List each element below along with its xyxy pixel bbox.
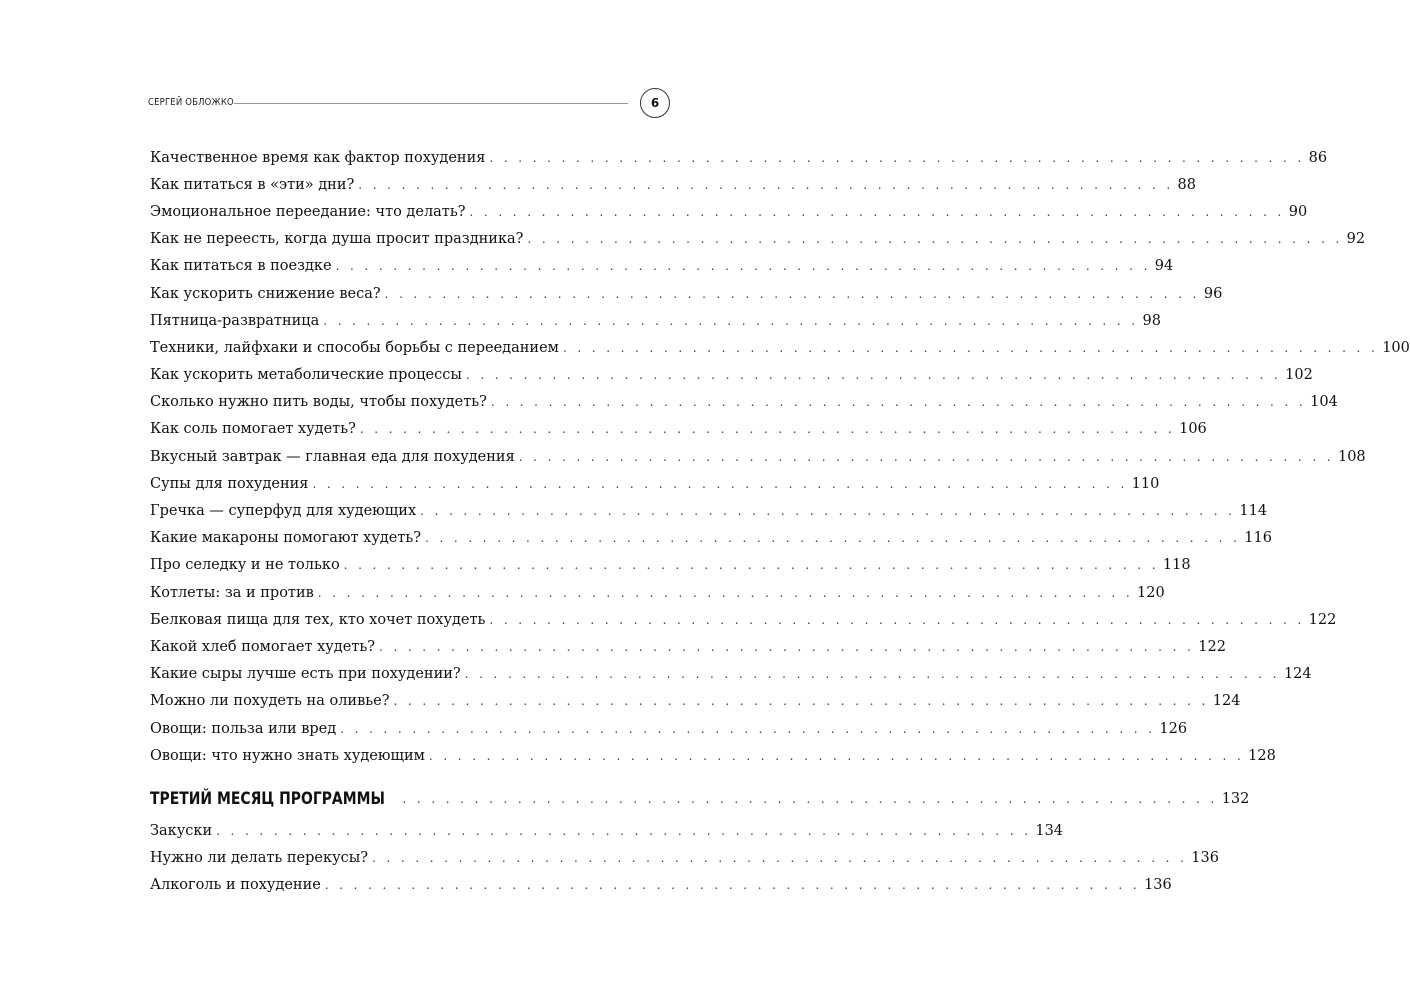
entry-page: 100 [1378,340,1410,356]
leader-dots: . . . . . . . . . . . . . . . . . . . . . . . . . . . . . . . . . . . . . . . . . . . . . . . . . . . . . . . . . [464,667,1280,682]
toc-entry[interactable] [150,171,1196,198]
entry-title: Алкоголь и похудение [150,877,325,893]
entry-page: 114 [1235,503,1267,519]
entry-title: Какие макароны помогают худеть? [150,530,425,546]
entry-title: Нужно ли делать перекусы? [150,850,372,866]
header-rule [234,103,628,104]
leader-dots: . . . . . . . . . . . . . . . . . . . . . . . . . . . . . . . . . . . . . . . . . . . . . . . . . . . . . . . . . [420,504,1236,519]
toc-section [150,784,1250,899]
toc-entry[interactable] [150,416,1207,443]
entry-title: Качественное время как фактор похудения [150,150,489,166]
entry-title: Котлеты: за и против [150,585,318,601]
toc-entry[interactable] [150,280,1223,307]
entry-title: Можно ли похудеть на оливье? [150,693,393,709]
leader-dots: . . . . . . . . . . . . . . . . . . . . . . . . . . . . . . . . . . . . . . . . . . . . . . . . . . . . . . . . . [335,259,1151,274]
section-heading-row[interactable] [150,784,1250,814]
toc-entry[interactable] [150,253,1174,280]
entry-page: 92 [1343,231,1365,247]
leader-dots: . . . . . . . . . . . . . . . . . . . . . . . . . . . . . . . . . . . . . . . . . . . . . . . . . . . . . . . . . [402,792,1218,806]
entry-page: 124 [1280,666,1312,682]
toc-entry[interactable] [150,579,1165,606]
entry-page: 136 [1140,877,1172,893]
toc-entry[interactable] [150,552,1191,579]
leader-dots: . . . . . . . . . . . . . . . . . . . . . . . . . . . . . . . . . . . . . . . . . . . . . . . . . . . . . . . . . [527,232,1343,247]
running-header [148,88,670,118]
entry-title: Про селедку и не только [150,557,344,573]
entry-page: 120 [1133,585,1165,601]
leader-dots: . . . . . . . . . . . . . . . . . . . . . . . . . . . . . . . . . . . . . . . . . . . . . . . . . . . . . . . . . [518,449,1334,464]
leader-dots: . . . . . . . . . . . . . . . . . . . . . . . . . . . . . . . . . . . . . . . . . . . . . . . . . . . . . . . . . [312,476,1128,491]
leader-dots: . . . . . . . . . . . . . . . . . . . . . . . . . . . . . . . . . . . . . . . . . . . . . . . . . . . . . . . . . [372,850,1188,865]
leader-dots: . . . . . . . . . . . . . . . . . . . . . . . . . . . . . . . . . . . . . . . . . . . . . . . . . . . . . . . . . [425,531,1241,546]
entry-page: 126 [1155,721,1187,737]
toc-entry[interactable] [150,226,1366,253]
entry-page: 124 [1209,693,1241,709]
leader-dots: . . . . . . . . . . . . . . . . . . . . . . . . . . . . . . . . . . . . . . . . . . . . . . . . . . . . . . . . . [469,204,1285,219]
entry-page: 94 [1151,258,1173,274]
toc-entry[interactable] [150,334,1410,361]
entry-page: 104 [1306,394,1338,410]
leader-dots: . . . . . . . . . . . . . . . . . . . . . . . . . . . . . . . . . . . . . . . . . . . . . . . . . . . . . . . . . [340,721,1156,736]
entry-title: Супы для похудения [150,476,312,492]
entry-title: Какой хлеб помогает худеть? [150,639,379,655]
leader-dots: . . . . . . . . . . . . . . . . . . . . . . . . . . . . . . . . . . . . . . . . . . . . . . . . . . . . . . . . . [490,395,1307,410]
toc-entry[interactable] [150,497,1268,524]
entry-title: Закуски [150,823,216,839]
leader-dots: . . . . . . . . . . . . . . . . . . . . . . . . . . . . . . . . . . . . . . . . . . . . . . . . . . . . . . . . . [216,823,1032,838]
entry-page: 90 [1285,204,1307,220]
toc-entry[interactable] [150,606,1337,633]
leader-dots: . . . . . . . . . . . . . . . . . . . . . . . . . . . . . . . . . . . . . . . . . . . . . . . . . . . . . . . . . [489,612,1305,627]
entry-page: 110 [1128,476,1160,492]
leader-dots: . . . . . . . . . . . . . . . . . . . . . . . . . . . . . . . . . . . . . . . . . . . . . . . . . . . . . . . . . [323,313,1139,328]
entry-page: 134 [1031,823,1063,839]
toc-entry[interactable] [150,389,1338,416]
entry-page: 136 [1187,850,1219,866]
entry-page: 128 [1244,748,1276,764]
entry-title: Эмоциональное переедание: что делать? [150,204,470,220]
leader-dots: . . . . . . . . . . . . . . . . . . . . . . . . . . . . . . . . . . . . . . . . . . . . . . . . . . . . . . . . . [343,558,1159,573]
entry-title: Вкусный завтрак — главная еда для похудения [150,449,519,465]
toc-entry[interactable] [150,661,1312,688]
leader-dots: . . . . . . . . . . . . . . . . . . . . . . . . . . . . . . . . . . . . . . . . . . . . . . . . . . . . . . . . . [358,177,1174,192]
entry-title: Как ускорить снижение веса? [150,286,385,302]
entry-page: 116 [1240,530,1272,546]
toc-entry[interactable] [150,144,1328,171]
section-title: ТРЕТИЙ МЕСЯЦ ПРОГРАММЫ [150,789,388,809]
leader-dots: . . . . . . . . . . . . . . . . . . . . . . . . . . . . . . . . . . . . . . . . . . . . . . . . . . . . . . . . . [428,748,1245,763]
toc-entry[interactable] [150,871,1172,898]
leader-dots: . . . . . . . . . . . . . . . . . . . . . . . . . . . . . . . . . . . . . . . . . . . . . . . . . . . . . . . . . [317,585,1134,600]
entry-title: Как питаться в «эти» дни? [150,177,358,193]
toc-entry[interactable] [150,443,1366,470]
entry-title: Как не переесть, когда душа просит праздника? [150,231,527,247]
section-page: 132 [1218,791,1250,807]
toc-entry[interactable] [150,362,1313,389]
toc-entry[interactable] [150,307,1161,334]
entry-page: 98 [1139,313,1161,329]
entry-page: 86 [1305,150,1327,166]
toc-entry[interactable] [150,817,1064,844]
entry-title: Как соль помогает худеть? [150,421,360,437]
entry-title: Какие сыры лучше есть при похудении? [150,666,465,682]
toc-entry[interactable] [150,633,1226,660]
entry-title: Сколько нужно пить воды, чтобы похудеть? [150,394,491,410]
entry-page: 96 [1200,286,1222,302]
entry-page: 102 [1281,367,1313,383]
entry-page: 118 [1159,557,1191,573]
toc-entry[interactable] [150,844,1219,871]
leader-dots: . . . . . . . . . . . . . . . . . . . . . . . . . . . . . . . . . . . . . . . . . . . . . . . . . . . . . . . . . [465,368,1282,383]
entry-title: Овощи: что нужно знать худеющим [150,748,429,764]
entry-title: Гречка — суперфуд для худеющих [150,503,420,519]
entry-page: 106 [1175,421,1207,437]
entry-title: Как ускорить метаболические процессы [150,367,466,383]
entry-page: 122 [1194,639,1226,655]
entry-title: Белковая пища для тех, кто хочет похудеть [150,612,489,628]
leader-dots: . . . . . . . . . . . . . . . . . . . . . . . . . . . . . . . . . . . . . . . . . . . . . . . . . . . . . . . . . [359,422,1176,437]
entry-page: 88 [1174,177,1196,193]
toc-entry[interactable] [150,470,1160,497]
entry-title: Как питаться в поездке [150,258,336,274]
leader-dots: . . . . . . . . . . . . . . . . . . . . . . . . . . . . . . . . . . . . . . . . . . . . . . . . . . . . . . . . . [489,150,1305,165]
entry-page: 108 [1334,449,1366,465]
leader-dots: . . . . . . . . . . . . . . . . . . . . . . . . . . . . . . . . . . . . . . . . . . . . . . . . . . . . . . . . . [324,877,1141,892]
toc-entry[interactable] [150,198,1308,225]
entry-title: Овощи: польза или вред [150,721,340,737]
page-number: 6 [640,88,670,118]
leader-dots: . . . . . . . . . . . . . . . . . . . . . . . . . . . . . . . . . . . . . . . . . . . . . . . . . . . . . . . . . [384,286,1200,301]
leader-dots: . . . . . . . . . . . . . . . . . . . . . . . . . . . . . . . . . . . . . . . . . . . . . . . . . . . . . . . . . [379,639,1195,654]
toc-entry[interactable] [150,742,1276,769]
leader-dots: . . . . . . . . . . . . . . . . . . . . . . . . . . . . . . . . . . . . . . . . . . . . . . . . . . . . . . . . . [562,340,1379,355]
toc-entry[interactable] [150,525,1272,552]
toc-entry[interactable] [150,688,1241,715]
toc-entry[interactable] [150,715,1188,742]
author-name: СЕРГЕЙ ОБЛОЖКО [148,97,234,108]
leader-dots: . . . . . . . . . . . . . . . . . . . . . . . . . . . . . . . . . . . . . . . . . . . . . . . . . . . . . . . . . [393,694,1209,709]
table-of-contents [150,144,1410,769]
entry-title: Пятница-развратница [150,313,323,329]
entry-title: Техники, лайфхаки и способы борьбы с перееданием [150,340,563,356]
entry-page: 122 [1305,612,1337,628]
